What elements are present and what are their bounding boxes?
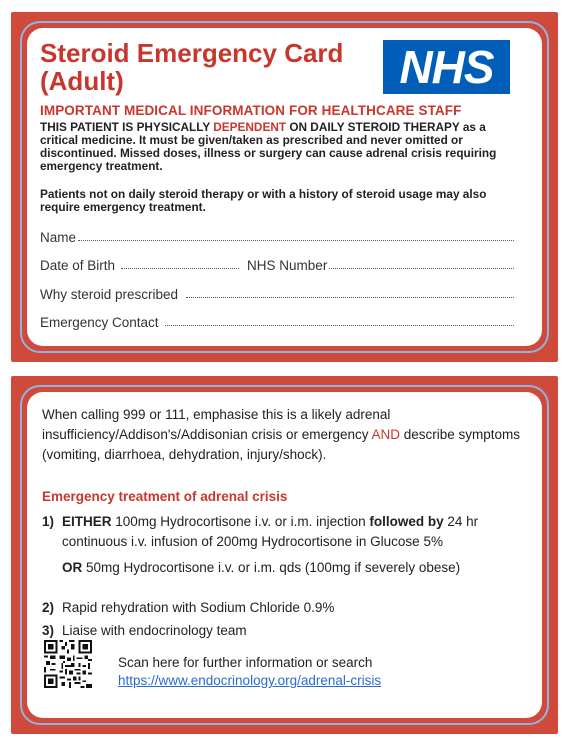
card-title: Steroid Emergency Card (Adult) <box>40 38 344 96</box>
nhs-logo-text: NHS <box>399 41 494 93</box>
dependency-warning <box>40 121 520 173</box>
treatment-heading: Emergency treatment of adrenal crisis <box>42 489 288 504</box>
nhs-logo <box>383 40 510 94</box>
name-line <box>78 240 514 241</box>
treatment-step-1 <box>42 512 542 578</box>
step-1-number: 1) <box>42 514 55 529</box>
dob-nhs-row <box>40 255 516 273</box>
step-1-text: 100mg Hydrocortisone i.v. or i.m. injection <box>111 514 370 529</box>
dob-label: Date of Birth <box>40 258 116 273</box>
name-field[interactable] <box>40 227 516 245</box>
step-1-or-text: 50mg Hydrocortisone i.v. or i.m. qds (100mg if severely obese) <box>82 560 461 575</box>
card-front-panel <box>27 28 542 346</box>
dob-line[interactable] <box>121 268 239 269</box>
adrenal-crisis-link[interactable]: https://www.endocrinology.org/adrenal-crisis <box>118 673 382 688</box>
emergency-contact-label: Emergency Contact <box>40 315 159 330</box>
warning-text-post: ON DAILY STEROID THERAPY as a critical medicine. It must be given/taken as prescribed and never omitted or discontinued. Missed doses, illness or surgery can cause adrenal crisis requiring emergency treatment. <box>40 120 497 173</box>
treatment-step-2 <box>42 598 542 618</box>
why-prescribed-label: Why steroid prescribed <box>40 287 179 302</box>
non-daily-warning: Patients not on daily steroid therapy or with a history of steroid usage may also require emergency treatment. <box>40 187 487 214</box>
emergency-call-instructions <box>42 405 542 465</box>
why-prescribed-line <box>186 297 514 298</box>
warning-text-pre: THIS PATIENT IS PHYSICALLY <box>40 120 214 134</box>
step-2-text: Rapid rehydration with Sodium Chloride 0.9% <box>62 600 335 615</box>
step-1-followed-by: followed by <box>369 514 444 529</box>
steroid-card-front <box>11 12 558 362</box>
emergency-contact-field[interactable] <box>40 312 516 330</box>
nhs-number-line[interactable] <box>329 268 514 269</box>
scan-text: Scan here for further information or search <box>118 655 373 670</box>
qr-code-icon[interactable] <box>44 640 92 688</box>
step-1-either: EITHER <box>62 514 112 529</box>
important-info-heading: IMPORTANT MEDICAL INFORMATION FOR HEALTHCARE STAFF <box>40 103 462 118</box>
warning-highlight-dependent: DEPENDENT <box>213 120 287 134</box>
name-label: Name <box>40 230 77 245</box>
intro-highlight-and: AND <box>371 427 401 442</box>
step-1-or: OR <box>62 560 83 575</box>
intro-text-post: describe symptoms (vomiting, diarrhoea, dehydration, injury/shock). <box>42 427 521 462</box>
card-back-panel <box>27 392 542 718</box>
why-prescribed-field[interactable] <box>40 284 516 302</box>
step-1-text-2: 24 hr continuous i.v. infusion of 200mg Hydrocortisone in Glucose 5% <box>62 514 479 549</box>
emergency-contact-line <box>165 325 514 326</box>
scan-info <box>118 654 381 690</box>
treatment-step-3 <box>42 621 542 641</box>
step-2-number: 2) <box>42 600 55 615</box>
step-1-alternative <box>62 558 542 578</box>
step-3-number: 3) <box>42 623 55 638</box>
nhs-number-label: NHS Number <box>247 258 328 273</box>
intro-text-pre: When calling 999 or 111, emphasise this is a likely adrenal insufficiency/Addison's/Addisonian crisis or emergency <box>42 407 391 442</box>
steroid-card-back <box>11 376 558 734</box>
step-3-text: Liaise with endocrinology team <box>62 623 247 638</box>
